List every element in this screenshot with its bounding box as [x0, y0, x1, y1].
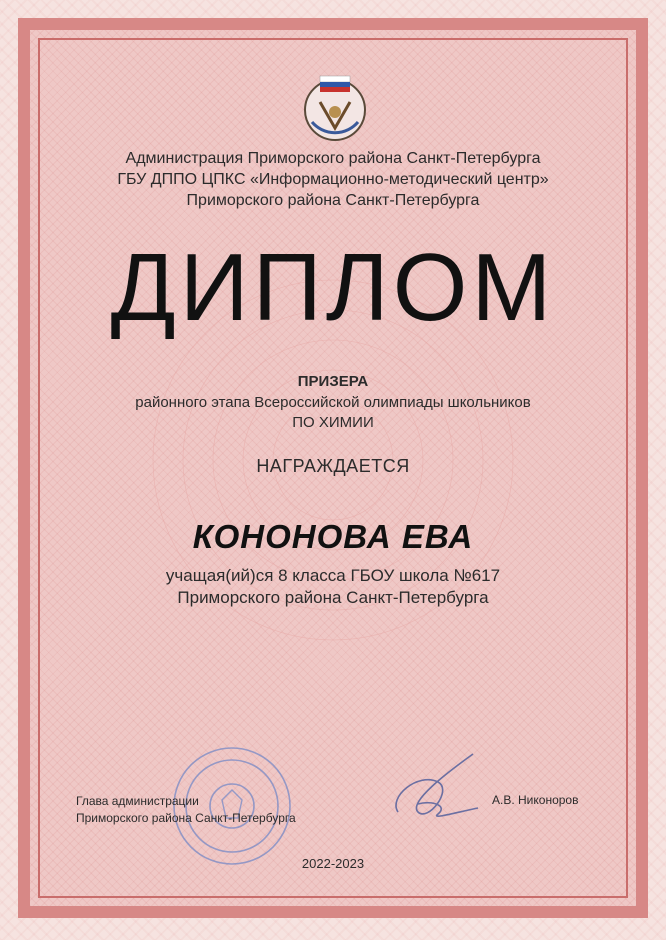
position-line-2: Приморского района Санкт-Петербурга [76, 811, 296, 825]
organization-header [0, 148, 666, 211]
org-line-1: Администрация Приморского района Санкт-Петербурга [125, 150, 541, 167]
olympiad-emblem-icon [298, 72, 372, 144]
academic-year: 2022-2023 [301, 856, 365, 871]
awarded-label: НАГРАЖДАЕТСЯ [256, 456, 410, 476]
recipient-details [0, 565, 666, 609]
event-line-2: ПО ХИМИИ [292, 414, 374, 431]
org-line-3: Приморского района Санкт-Петербурга [186, 192, 480, 209]
handwritten-signature [378, 742, 488, 832]
recipient-line-1: учащая(ий)ся 8 класса ГБОУ школа №617 [165, 566, 501, 585]
award-rank: ПРИЗЕРА [297, 373, 369, 390]
recipient-name: КОНОНОВА ЕВА [192, 518, 474, 555]
signatory-position [76, 793, 296, 827]
olympiad-description [0, 393, 666, 433]
org-line-2: ГБУ ДППО ЦПКС «Информационно-методический центр» [117, 171, 549, 188]
position-line-1: Глава администрации [76, 794, 199, 808]
recipient-line-2: Приморского района Санкт-Петербурга [177, 588, 489, 607]
event-line-1: районного этапа Всероссийской олимпиады школьников [135, 394, 531, 411]
diploma-title: ДИПЛОМ [110, 234, 556, 341]
signatory-name: А.В. Никоноров [492, 793, 579, 807]
